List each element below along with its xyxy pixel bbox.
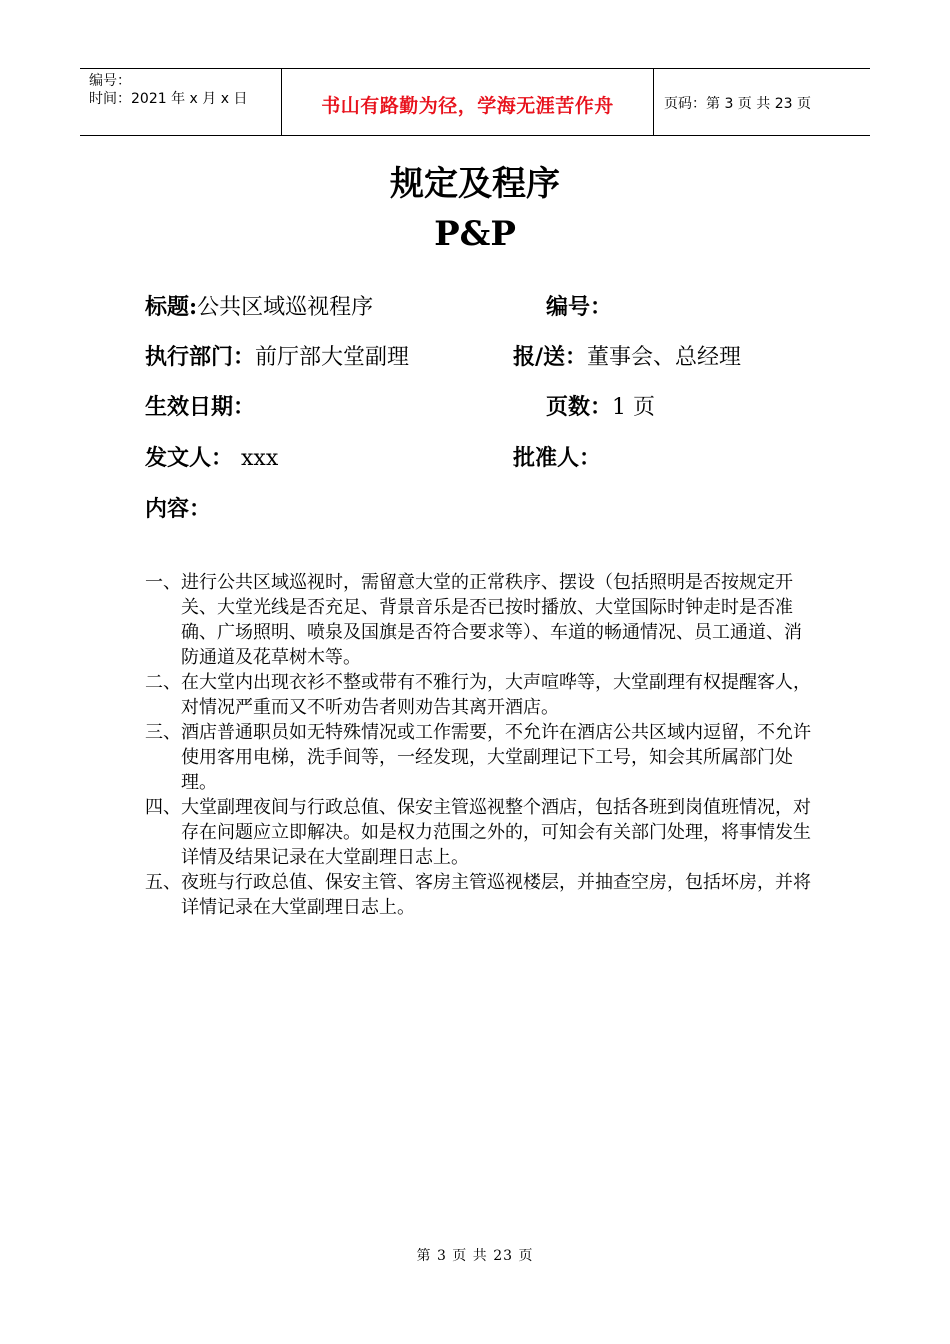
page-footer: 第 3 页 共 23 页 — [416, 1248, 534, 1264]
meta-pages — [546, 392, 655, 423]
list-item — [145, 570, 815, 670]
pages-value: 1 页 — [612, 395, 656, 420]
header-meta-cell — [80, 69, 282, 135]
item-number: 二、 — [145, 672, 181, 693]
item-number: 四、 — [145, 797, 181, 818]
number-label: 编号： — [546, 294, 613, 320]
document-title: 规定及程序 — [390, 164, 560, 204]
subject-value: 公共区域巡视程序 — [197, 295, 374, 320]
list-item — [145, 720, 815, 795]
approver-label: 批准人： — [513, 445, 602, 471]
meta-report — [513, 342, 741, 373]
pages-label: 页数： — [546, 394, 613, 420]
meta-dept — [145, 342, 409, 373]
report-value: 董事会、总经理 — [587, 345, 742, 370]
header-time-label: 时间：2021 年 x 月 x 日 — [89, 91, 248, 107]
header-slogan: 书山有路勤为径，学海无涯苦作舟 — [282, 69, 654, 135]
item-text: 大堂副理夜间与行政总值、保安主管巡视整个酒店，包括各班到岗值班情况，对存在问题应立即解决。如是权力范围之外的，可知会有关部门处理，将事情发生详情及结果记录在大堂副理日志上。 — [181, 797, 811, 868]
item-text: 进行公共区域巡视时，需留意大堂的正常秩序、摆设（包括照明是否按规定开关、大堂光线是否充足、背景音乐是否已按时播放、大堂国际时钟走时是否准确、广场照明、喷泉及国旗是否符合要求等）、车道的畅通情况、员工通道、消防通道及花草树木等。 — [181, 572, 802, 668]
item-text: 夜班与行政总值、保安主管、客房主管巡视楼层，并抽查空房，包括坏房，并将详情记录在大堂副理日志上。 — [181, 872, 811, 918]
header-page-code: 页码：第 3 页 共 23 页 — [664, 96, 811, 112]
meta-approver — [513, 443, 601, 474]
meta-issuer — [145, 443, 278, 474]
document-subtitle: P&P — [434, 214, 516, 254]
report-label: 报/送： — [513, 344, 588, 370]
list-item — [145, 670, 815, 720]
item-text: 酒店普通职员如无特殊情况或工作需要，不允许在酒店公共区域内逗留，不允许使用客用电梯，洗手间等，一经发现，大堂副理记下工号，知会其所属部门处理。 — [181, 722, 811, 793]
subject-label: 标题: — [145, 294, 198, 320]
meta-subject — [145, 292, 373, 323]
list-item — [145, 870, 815, 920]
header-number-label: 编号： — [89, 73, 131, 89]
content-label: 内容： — [145, 496, 212, 522]
meta-number — [546, 292, 612, 323]
dept-label: 执行部门： — [145, 344, 256, 370]
meta-effective-date — [145, 392, 255, 423]
item-number: 三、 — [145, 722, 181, 743]
effective-label: 生效日期： — [145, 394, 256, 420]
list-item — [145, 795, 815, 870]
issuer-label: 发文人： — [145, 445, 234, 471]
issuer-value: xxx — [241, 446, 279, 471]
item-number: 五、 — [145, 872, 181, 893]
meta-content — [145, 494, 211, 525]
header-table — [80, 68, 870, 136]
item-text: 在大堂内出现衣衫不整或带有不雅行为，大声喧哗等，大堂副理有权提醒客人，对情况严重而又不听劝告者则劝告其离开酒店。 — [181, 672, 811, 718]
item-number: 一、 — [145, 572, 181, 593]
dept-value: 前厅部大堂副理 — [255, 345, 410, 370]
content-list — [145, 570, 815, 920]
